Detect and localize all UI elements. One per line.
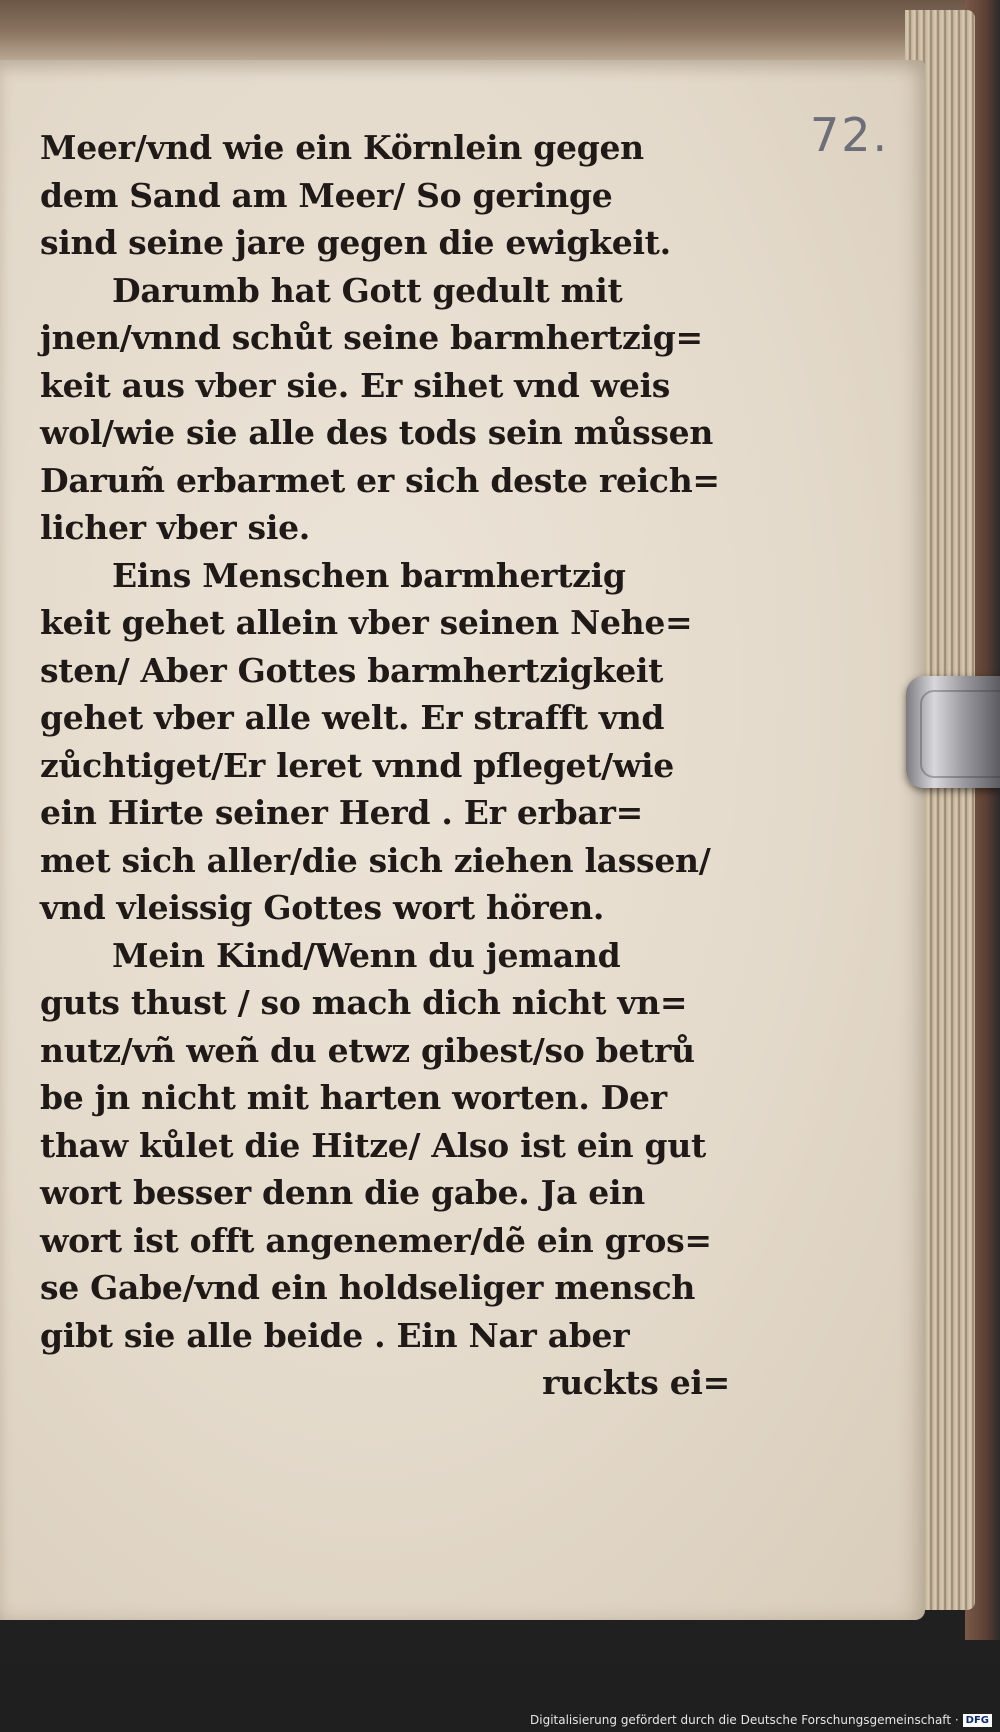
text-line: wol/wie sie alle des tods sein můssen <box>40 413 714 452</box>
text-line: dem Sand am Meer/ So geringe <box>40 175 613 215</box>
text-line: Meer/vnd wie ein Körnlein gegen <box>40 128 644 167</box>
text-line: gibt sie alle beide . Ein Nar aber <box>40 1315 630 1355</box>
text-line: gehet vber alle welt. Er strafft vnd <box>40 698 665 737</box>
text-line: ein Hirte seiner Herd . Er erbar= <box>40 793 643 832</box>
text-line: licher vber sie. <box>40 508 310 547</box>
text-line: Mein Kind/Wenn du jemand <box>112 935 621 975</box>
text-line: se Gabe/vnd ein holdseliger mensch <box>40 1268 696 1307</box>
text-line: wort ist offt angenemer/dẽ ein gros= <box>40 1220 712 1260</box>
text-line: met sich aller/die sich ziehen lassen/ <box>40 840 711 880</box>
text-line: Darumb hat Gott gedult mit <box>112 270 623 310</box>
text-line: zůchtiget/Er leret vnnd pfleget/wie <box>40 745 674 785</box>
text-line: nutz/vñ weñ du etwz gibest/so betrů <box>40 1030 695 1070</box>
text-line: keit aus vber sie. Er sihet vnd weis <box>40 365 671 405</box>
text-line: Darum̃ erbarmet er sich deste reich= <box>40 460 720 500</box>
text-line: sten/ Aber Gottes barmhertzigkeit <box>40 650 664 690</box>
text-line: thaw kůlet die Hitze/ Also ist ein gut <box>40 1125 706 1165</box>
digitization-footer <box>0 1708 1000 1732</box>
dfg-logo-icon: DFG <box>963 1714 992 1727</box>
text-line: guts thust / so mach dich nicht vn= <box>40 983 688 1022</box>
page-number: 72. <box>810 108 890 162</box>
footer-credit: Digitalisierung gefördert durch die Deutsche Forschungsgemeinschaft · <box>530 1713 959 1727</box>
clasp-detail <box>920 690 1000 778</box>
page-text <box>40 124 740 1407</box>
text-line: jnen/vnnd schůt seine barmhertzig= <box>40 318 703 357</box>
text-line: vnd vleissig Gottes wort hören. <box>40 888 605 927</box>
text-line: wort besser denn die gabe. Ja ein <box>40 1173 645 1212</box>
text-line: be jn nicht mit harten worten. Der <box>40 1078 667 1117</box>
text-line: Eins Menschen barmhertzig <box>112 555 626 595</box>
text-line: sind seine jare gegen die ewigkeit. <box>40 223 671 262</box>
text-line: keit gehet allein vber seinen Nehe= <box>40 603 693 642</box>
catchword: ruckts ei= <box>542 1363 730 1402</box>
